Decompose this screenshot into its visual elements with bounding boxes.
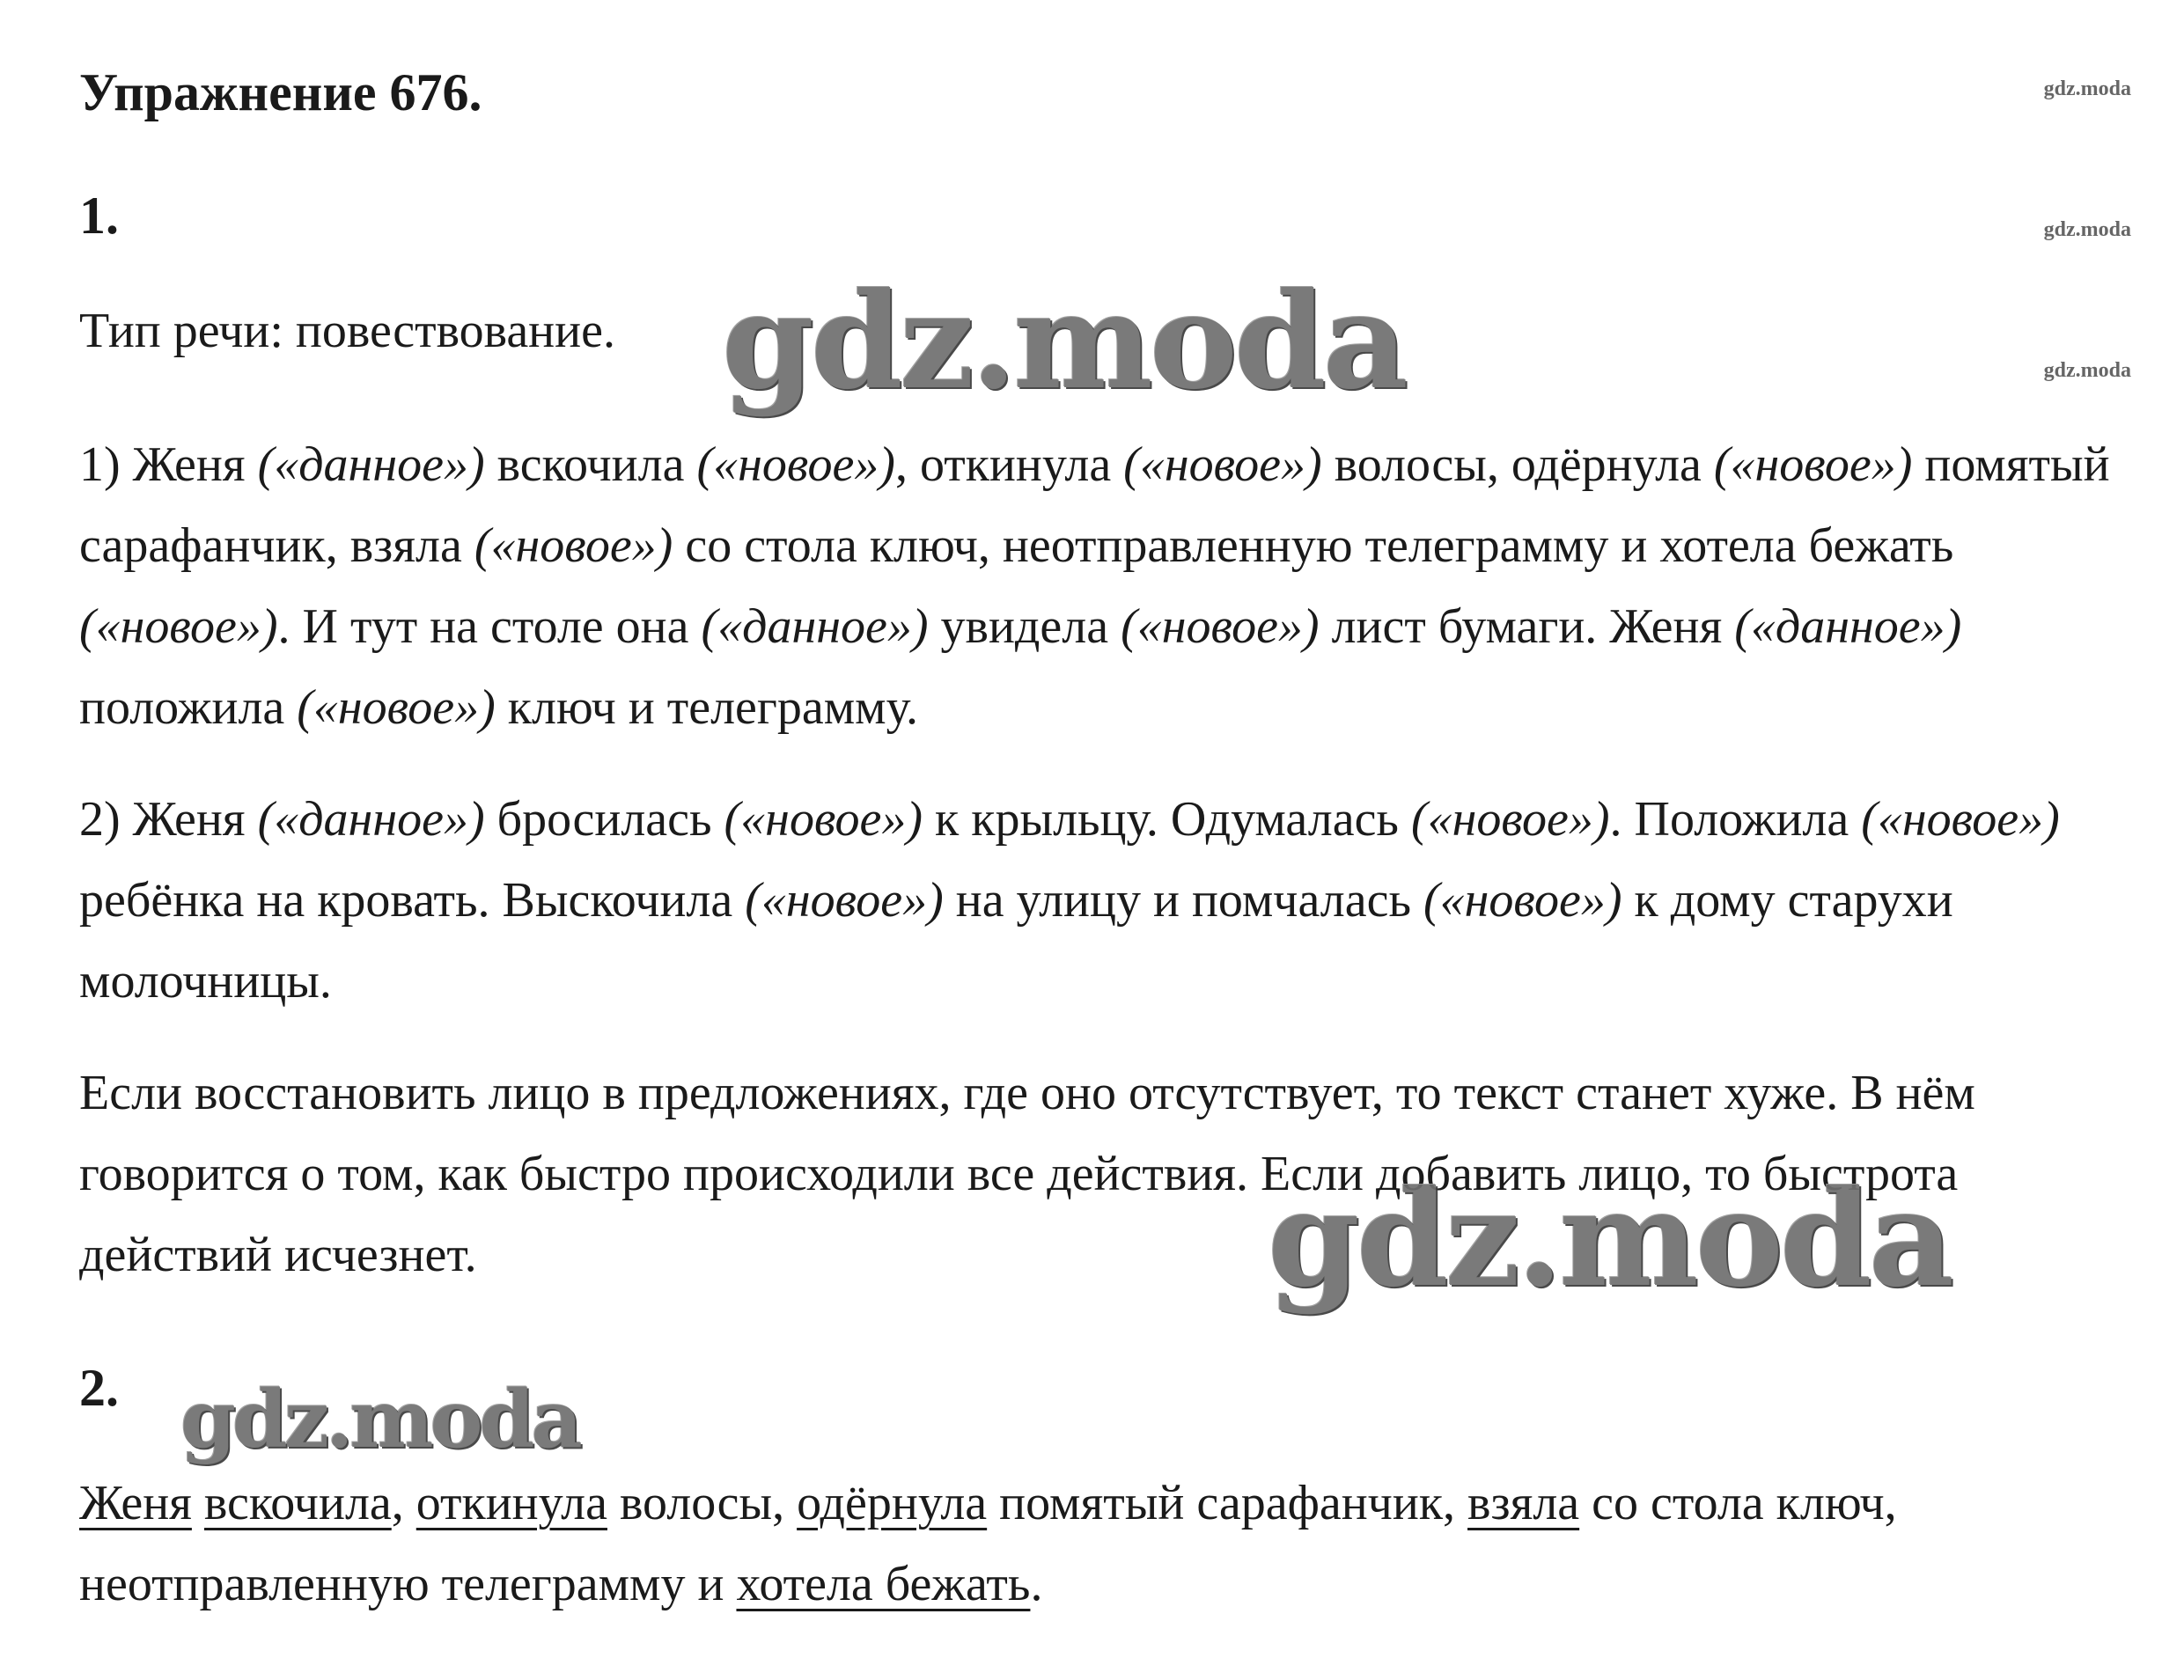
underlined-word: вскочила — [203, 1476, 392, 1530]
speech-type-line: Тип речи: повествование. — [79, 304, 615, 358]
theme-rheme-note: («новое») — [297, 680, 496, 735]
exercise-title: Упражнение 676. — [79, 63, 482, 121]
theme-rheme-note: («новое») — [1423, 873, 1622, 928]
text-segment: к крыльцу. Одумалась — [923, 792, 1411, 847]
watermark-small-3: gdz.moda — [2043, 359, 2131, 382]
theme-rheme-note: («новое») — [724, 792, 923, 847]
theme-rheme-note: («новое») — [474, 518, 673, 573]
text-segment: 2) Женя — [79, 792, 258, 847]
text-segment: волосы, одёрнула — [1321, 437, 1714, 492]
theme-rheme-note: («новое») — [1861, 792, 2060, 847]
section-1-conclusion: Если восстановить лицо в предложениях, где оно отсутствует, то текст станет хуже. В нём говорится о том, как быстро происходили все действия. Если добавить лицо, то быстрота действий исчезнет. — [79, 1066, 1975, 1282]
text-segment: помятый сарафанчик, — [987, 1476, 1468, 1530]
watermark-logo-1: gdz.moda — [722, 264, 1406, 419]
theme-rheme-note: («данное») — [701, 599, 929, 654]
text-segment: . Положила — [1609, 792, 1862, 847]
section-1-paragraph-1 — [79, 424, 2130, 748]
text-segment: со стола ключ, неотправленную телеграмму и — [79, 1476, 1897, 1611]
watermark-small-1: gdz.moda — [2043, 77, 2131, 100]
theme-rheme-note: («новое») — [1121, 599, 1320, 654]
text-segment: со стола ключ, неотправленную телеграмму и хотела бежать — [673, 518, 1954, 573]
text-segment: . И тут на столе она — [277, 599, 702, 654]
theme-rheme-note: («данное») — [1734, 599, 1962, 654]
text-segment: 1) Женя — [79, 437, 258, 492]
section-2-number: 2. — [79, 1359, 119, 1417]
section-1-paragraph-2 — [79, 779, 2130, 1022]
text-segment: на улицу и помчалась — [943, 873, 1423, 928]
text-segment: помятый сарафанчик, взяла — [79, 437, 2110, 573]
text-segment: ключ и телеграмму. — [495, 680, 918, 735]
theme-rheme-note: («новое») — [1410, 792, 1610, 847]
text-segment: волосы, — [607, 1476, 798, 1530]
text-segment: , — [391, 1476, 416, 1530]
watermark-logo-3: gdz.moda — [180, 1373, 579, 1466]
theme-rheme-note: («данное») — [257, 437, 485, 492]
theme-rheme-note: («данное») — [257, 792, 485, 847]
text-segment: вскочила — [484, 437, 697, 492]
watermark-small-2: gdz.moda — [2043, 218, 2131, 241]
section-1-number: 1. — [79, 187, 119, 245]
text-segment: бросилась — [484, 792, 724, 847]
theme-rheme-note: («новое») — [1123, 437, 1322, 492]
text-segment: положила — [79, 680, 298, 735]
theme-rheme-note: («новое») — [696, 437, 895, 492]
text-segment: увидела — [928, 599, 1121, 654]
watermark-logo-2: gdz.moda — [1268, 1162, 1952, 1317]
theme-rheme-note: («новое») — [1713, 437, 1913, 492]
theme-rheme-note: («новое») — [79, 599, 278, 654]
text-segment: . — [1030, 1557, 1043, 1611]
section-2-sentence — [79, 1463, 2130, 1625]
underlined-word: взяла — [1467, 1476, 1580, 1530]
underlined-word: хотела бежать — [736, 1557, 1031, 1611]
underlined-word: одёрнула — [797, 1476, 988, 1530]
text-segment: к дому старухи молочницы. — [79, 873, 1953, 1009]
underlined-word: откинула — [415, 1476, 607, 1530]
text-segment — [192, 1476, 204, 1530]
text-segment: лист бумаги. Женя — [1319, 599, 1735, 654]
underlined-word: Женя — [79, 1476, 192, 1530]
text-segment: ребёнка на кровать. Выскочила — [79, 873, 746, 928]
text-segment: , откинула — [894, 437, 1124, 492]
theme-rheme-note: («новое») — [745, 873, 944, 928]
